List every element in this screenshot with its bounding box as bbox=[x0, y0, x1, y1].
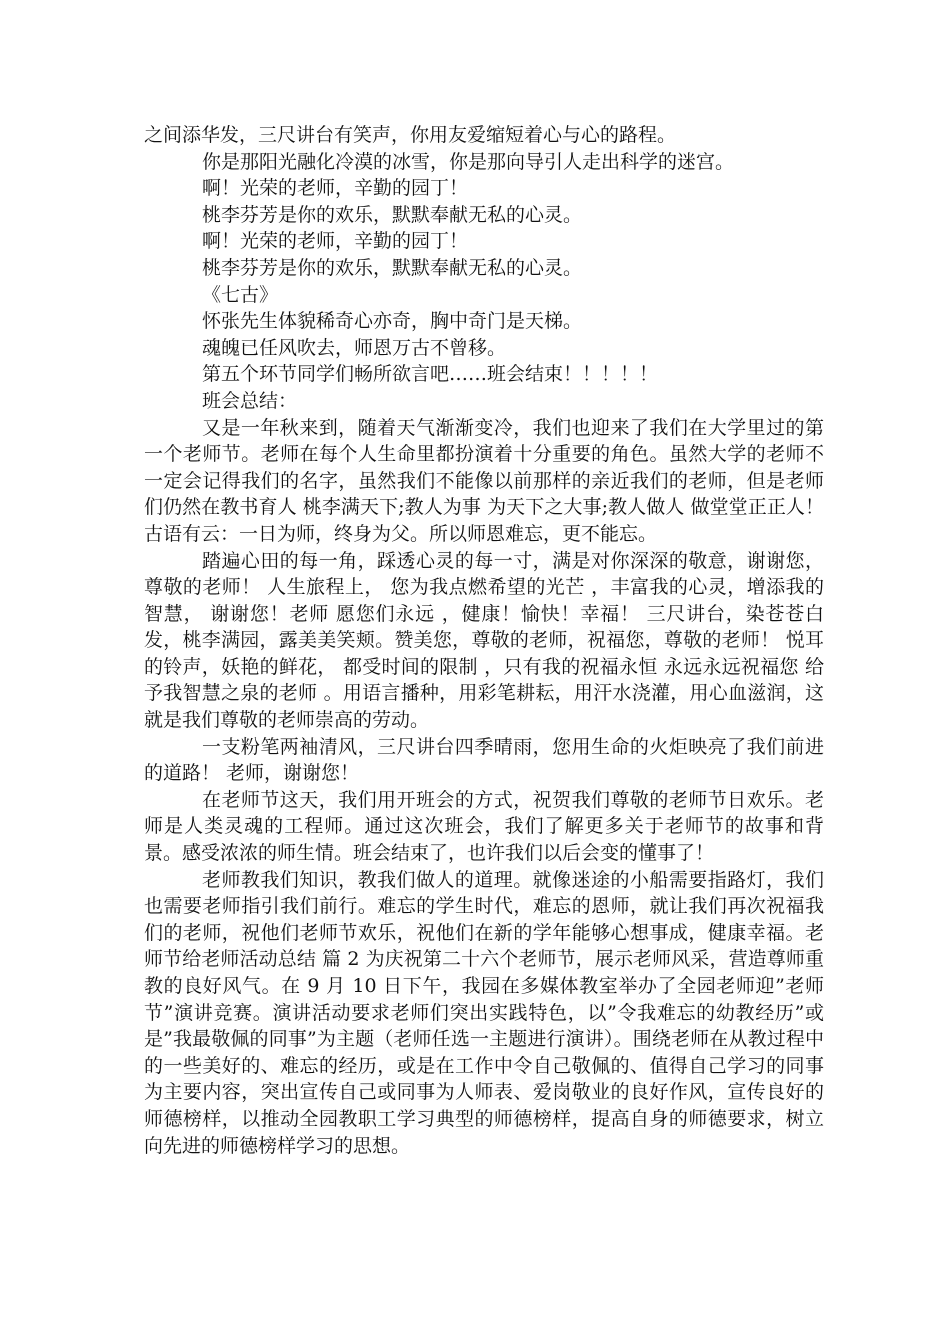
poem-title: 《七古》 bbox=[202, 283, 279, 306]
section-heading: 班会总结： bbox=[202, 389, 298, 412]
text-line: 桃李芬芳是你的欢乐，默默奉献无私的心灵。 bbox=[202, 256, 583, 279]
poem-line: 魂魄已任风吹去，师恩万古不曾移。 bbox=[202, 336, 507, 359]
paragraph: 踏遍心田的每一角，踩透心灵的每一寸，满是对你深深的敬意，谢谢您，尊敬的老师！ 人生旅程上， 您为我点燃希望的光芒 ，丰富我的心灵，增添我的智慧， 谢谢您！老师 愿您们永远 ，健康！愉快！幸福！ 三尺讲台，染苍苍白发，桃李满园，露美美笑颊。赞美您，尊敬的老师，祝福您，尊敬的老师！ 悦耳的铃声，妖艳的鲜花， 都受时间的限制 ，只有我的祝福永恒 永远永远祝福您 给予我智慧之泉的老师 。用语言播种，用彩笔耕耘，用汗水浇灌，用心血滋润，这就是我们尊敬的老师崇高的劳动。 bbox=[144, 549, 824, 732]
paragraph: 又是一年秋来到，随着天气渐渐变冷，我们也迎来了我们在大学里过的第一个老师节。老师在每个人生命里都扮演着十分重要的角色。虽然大学的老师不一定会记得我们的名字，虽然我们不能像以前那样的亲近我们的老师，但是老师们仍然在教书育人 桃李满天下;教人为事 为天下之大事;教人做人 做堂堂正正人！古语有云：一日为师，终身为父。所以师恩难忘，更不能忘。 bbox=[144, 416, 824, 545]
text-line: 第五个环节同学们畅所欲言吧……班会结束！！！！！ bbox=[202, 363, 659, 386]
poem-line: 怀张先生体貌稀奇心亦奇，胸中奇门是天梯。 bbox=[202, 310, 583, 333]
text-line: 啊！光荣的老师，辛勤的园丁！ bbox=[202, 177, 469, 200]
text-line: 你是那阳光融化冷漠的冰雪，你是那向导引人走出科学的迷宫。 bbox=[202, 150, 735, 173]
document-page bbox=[144, 122, 824, 1159]
paragraph: 在老师节这天，我们用开班会的方式，祝贺我们尊敬的老师节日欢乐。老师是人类灵魂的工程师。通过这次班会，我们了解更多关于老师节的故事和背景。感受浓浓的师生情。班会结束了，也许我们以后会变的懂事了！ bbox=[144, 788, 824, 865]
text-line: 桃李芬芳是你的欢乐，默默奉献无私的心灵。 bbox=[202, 203, 583, 226]
paragraph: 一支粉笔两袖清风，三尺讲台四季晴雨，您用生命的火炬映亮了我们前进的道路！ 老师，谢谢您！ bbox=[144, 735, 824, 785]
text-line: 之间添华发，三尺讲台有笑声，你用友爱缩短着心与心的路程。 bbox=[144, 124, 677, 146]
paragraph: 老师教我们知识，教我们做人的道理。就像迷途的小船需要指路灯，我们也需要老师指引我们前行。难忘的学生时代，难忘的恩师，就让我们再次祝福我们的老师，祝他们老师节欢乐，祝他们在新的学年能够心想事成，健康幸福。老师节给老师活动总结 篇 2 为庆祝第二十六个老师节，展示老师风采，营造尊师重教的良好风气。在 9 月 10 日下午，我园在多媒体教室举办了全园老师迎”老师节”演讲竞赛。演讲活动要求老师们突出实践特色，以”令我难忘的幼教经历”或是”我最敬佩的同事”为主题（老师任选一主题进行演讲）。围绕老师在从教过程中的一些美好的、难忘的经历，或是在工作中令自己敬佩的、值得自己学习的同事为主要内容，突出宣传自己或同事为人师表、爱岗敬业的良好作风，宣传良好的师德榜样，以推动全园教职工学习典型的师德榜样，提高自身的师德要求，树立向先进的师德榜样学习的思想。 bbox=[144, 868, 824, 1157]
text-line: 啊！光荣的老师，辛勤的园丁！ bbox=[202, 230, 469, 253]
